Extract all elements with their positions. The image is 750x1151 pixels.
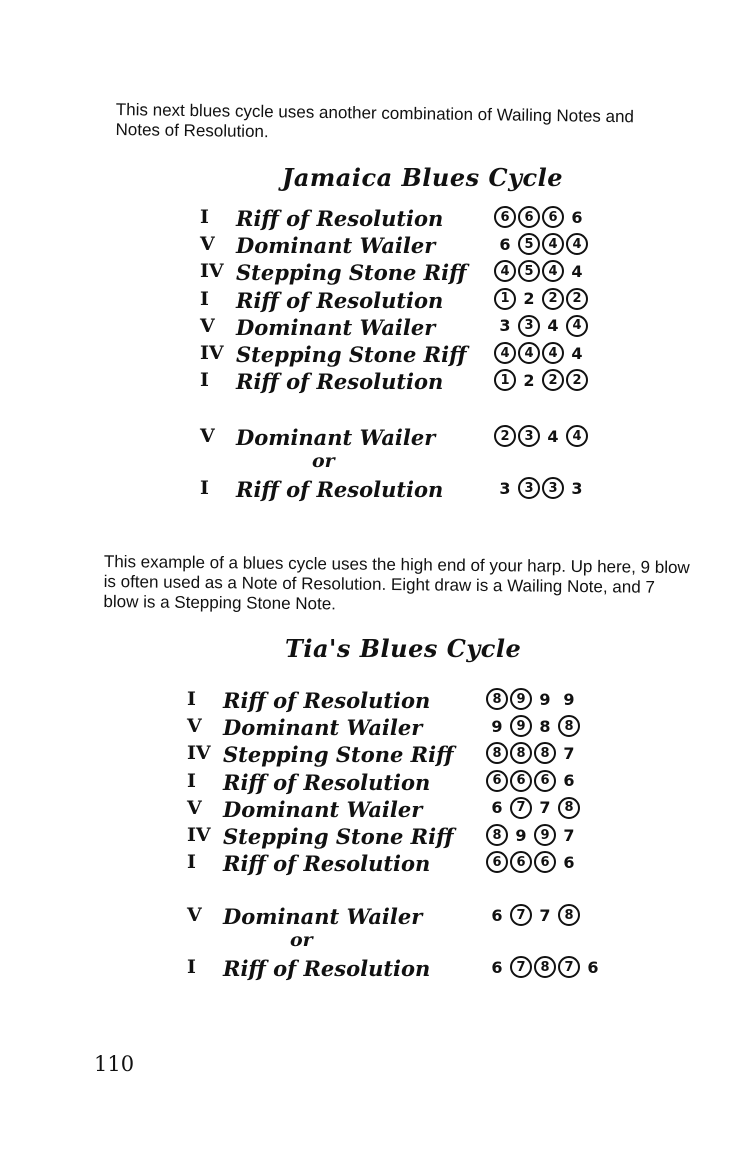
harp-notes [494,206,588,228]
draw-note: 1 [494,369,516,391]
draw-note: 8 [558,797,580,819]
or-label: or [290,929,313,951]
blow-note: 7 [563,743,575,763]
draw-note: 4 [542,233,564,255]
blow-note: 7 [539,905,551,925]
draw-note: 2 [566,288,588,310]
riff-name: Dominant Wailer [223,796,423,822]
blow-note: 9 [539,689,551,709]
draw-note: 8 [534,956,556,978]
chord-numeral: I [200,369,209,392]
chord-numeral: IV [187,824,211,846]
draw-note: 3 [542,477,564,499]
draw-note: 9 [510,715,532,737]
riff-name: Dominant Wailer [236,314,436,340]
harp-notes [494,425,588,447]
riff-name: Riff of Resolution [223,688,431,713]
draw-note: 6 [534,851,556,873]
blow-note: 9 [563,689,575,709]
tia-cycle-title: Tia's Blues Cycle [285,634,522,663]
or-label: or [312,450,335,472]
blow-note: 3 [499,478,511,498]
draw-note: 6 [494,206,516,228]
harp-notes [494,288,588,310]
draw-note: 4 [494,342,516,364]
draw-note: 2 [494,425,516,447]
draw-note: 9 [534,824,556,846]
draw-note: 7 [558,956,580,978]
draw-note: 4 [518,342,540,364]
jamaica-cycle-title: Jamaica Blues Cycle [282,163,564,192]
chord-numeral: I [187,688,196,710]
chord-numeral: IV [200,342,224,364]
harp-notes [494,477,588,499]
draw-note: 6 [510,770,532,792]
example-paragraph: This example of a blues cycle uses the high end of your harp. Up here, 9 blow is often used as a Note of Resolution. Eight draw is a Wailing Note, and 7 blow is a Stepping Stone Note. [103,552,690,614]
draw-note: 8 [486,742,508,764]
chord-numeral: IV [187,742,211,765]
harp-notes [486,742,580,764]
blow-note: 3 [571,478,583,498]
chord-numeral: I [200,477,209,499]
riff-name: Dominant Wailer [223,715,423,741]
blow-note: 2 [523,370,535,390]
draw-note: 6 [534,770,556,792]
riff-name: Riff of Resolution [223,956,431,981]
draw-note: 3 [518,477,540,499]
chord-numeral: V [200,314,215,337]
draw-note: 7 [510,904,532,926]
riff-name: Riff of Resolution [236,477,444,502]
draw-note: 5 [518,233,540,255]
draw-note: 5 [518,260,540,282]
riff-name: Stepping Stone Riff [223,824,454,849]
riff-name: Riff of Resolution [223,769,431,795]
riff-name: Riff of Resolution [236,369,444,395]
draw-note: 3 [518,315,540,337]
draw-note: 2 [542,369,564,391]
blow-note: 6 [563,852,575,872]
harp-notes [486,715,580,737]
blow-note: 7 [539,798,551,818]
riff-name: Dominant Wailer [236,233,436,259]
chord-numeral: V [187,715,202,738]
chord-numeral: I [187,769,196,792]
draw-note: 4 [566,315,588,337]
draw-note: 4 [494,260,516,282]
harp-notes [494,233,588,255]
blow-note: 4 [571,261,583,281]
blow-note: 9 [491,716,503,736]
chord-numeral: I [200,287,209,310]
chord-numeral: IV [200,260,224,283]
blow-note: 6 [491,957,503,977]
chord-numeral: V [200,233,215,256]
draw-note: 6 [518,206,540,228]
chord-numeral: I [200,206,209,228]
harp-notes [494,342,588,364]
blow-note: 6 [571,207,583,227]
harp-notes [486,824,580,846]
draw-note: 6 [486,851,508,873]
draw-note: 6 [542,206,564,228]
draw-note: 8 [534,742,556,764]
draw-note: 3 [518,425,540,447]
draw-note: 8 [486,824,508,846]
draw-note: 8 [510,742,532,764]
blow-note: 6 [491,798,503,818]
draw-note: 2 [566,369,588,391]
chord-numeral: V [187,904,202,926]
blow-note: 6 [491,905,503,925]
draw-note: 4 [542,342,564,364]
draw-note: 4 [566,233,588,255]
blow-note: 2 [523,289,535,309]
riff-name: Riff of Resolution [236,287,444,313]
harp-notes [494,369,588,391]
draw-note: 4 [566,425,588,447]
draw-note: 2 [542,288,564,310]
harp-notes [486,904,580,926]
draw-note: 8 [486,688,508,710]
chord-numeral: V [187,796,202,819]
draw-note: 1 [494,288,516,310]
blow-note: 9 [515,825,527,845]
chord-numeral: I [187,851,196,874]
harp-notes [486,797,580,819]
harp-notes [486,770,580,792]
chord-numeral: I [187,956,196,978]
draw-note: 6 [486,770,508,792]
draw-note: 4 [542,260,564,282]
draw-note: 8 [558,904,580,926]
draw-note: 8 [558,715,580,737]
blow-note: 4 [547,426,559,446]
draw-note: 6 [510,851,532,873]
harp-notes [494,315,588,337]
harp-notes [486,956,604,978]
blow-note: 4 [547,316,559,336]
blow-note: 3 [499,316,511,336]
blow-note: 7 [563,825,575,845]
riff-name: Dominant Wailer [223,904,423,929]
blow-note: 8 [539,716,551,736]
chord-numeral: V [200,425,215,447]
draw-note: 9 [510,688,532,710]
draw-note: 7 [510,797,532,819]
intro-paragraph: This next blues cycle uses another combination of Wailing Notes and Notes of Resolution. [115,100,635,142]
riff-name: Riff of Resolution [236,206,444,231]
riff-name: Riff of Resolution [223,851,431,877]
harp-notes [486,688,580,710]
blow-note: 6 [563,771,575,791]
riff-name: Dominant Wailer [236,425,436,450]
blow-note: 6 [499,234,511,254]
blow-note: 6 [587,957,599,977]
riff-name: Stepping Stone Riff [223,742,454,768]
draw-note: 7 [510,956,532,978]
riff-name: Stepping Stone Riff [236,342,467,367]
riff-name: Stepping Stone Riff [236,260,467,286]
page-number: 110 [94,1052,135,1076]
harp-notes [486,851,580,873]
harp-notes [494,260,588,282]
blow-note: 4 [571,343,583,363]
